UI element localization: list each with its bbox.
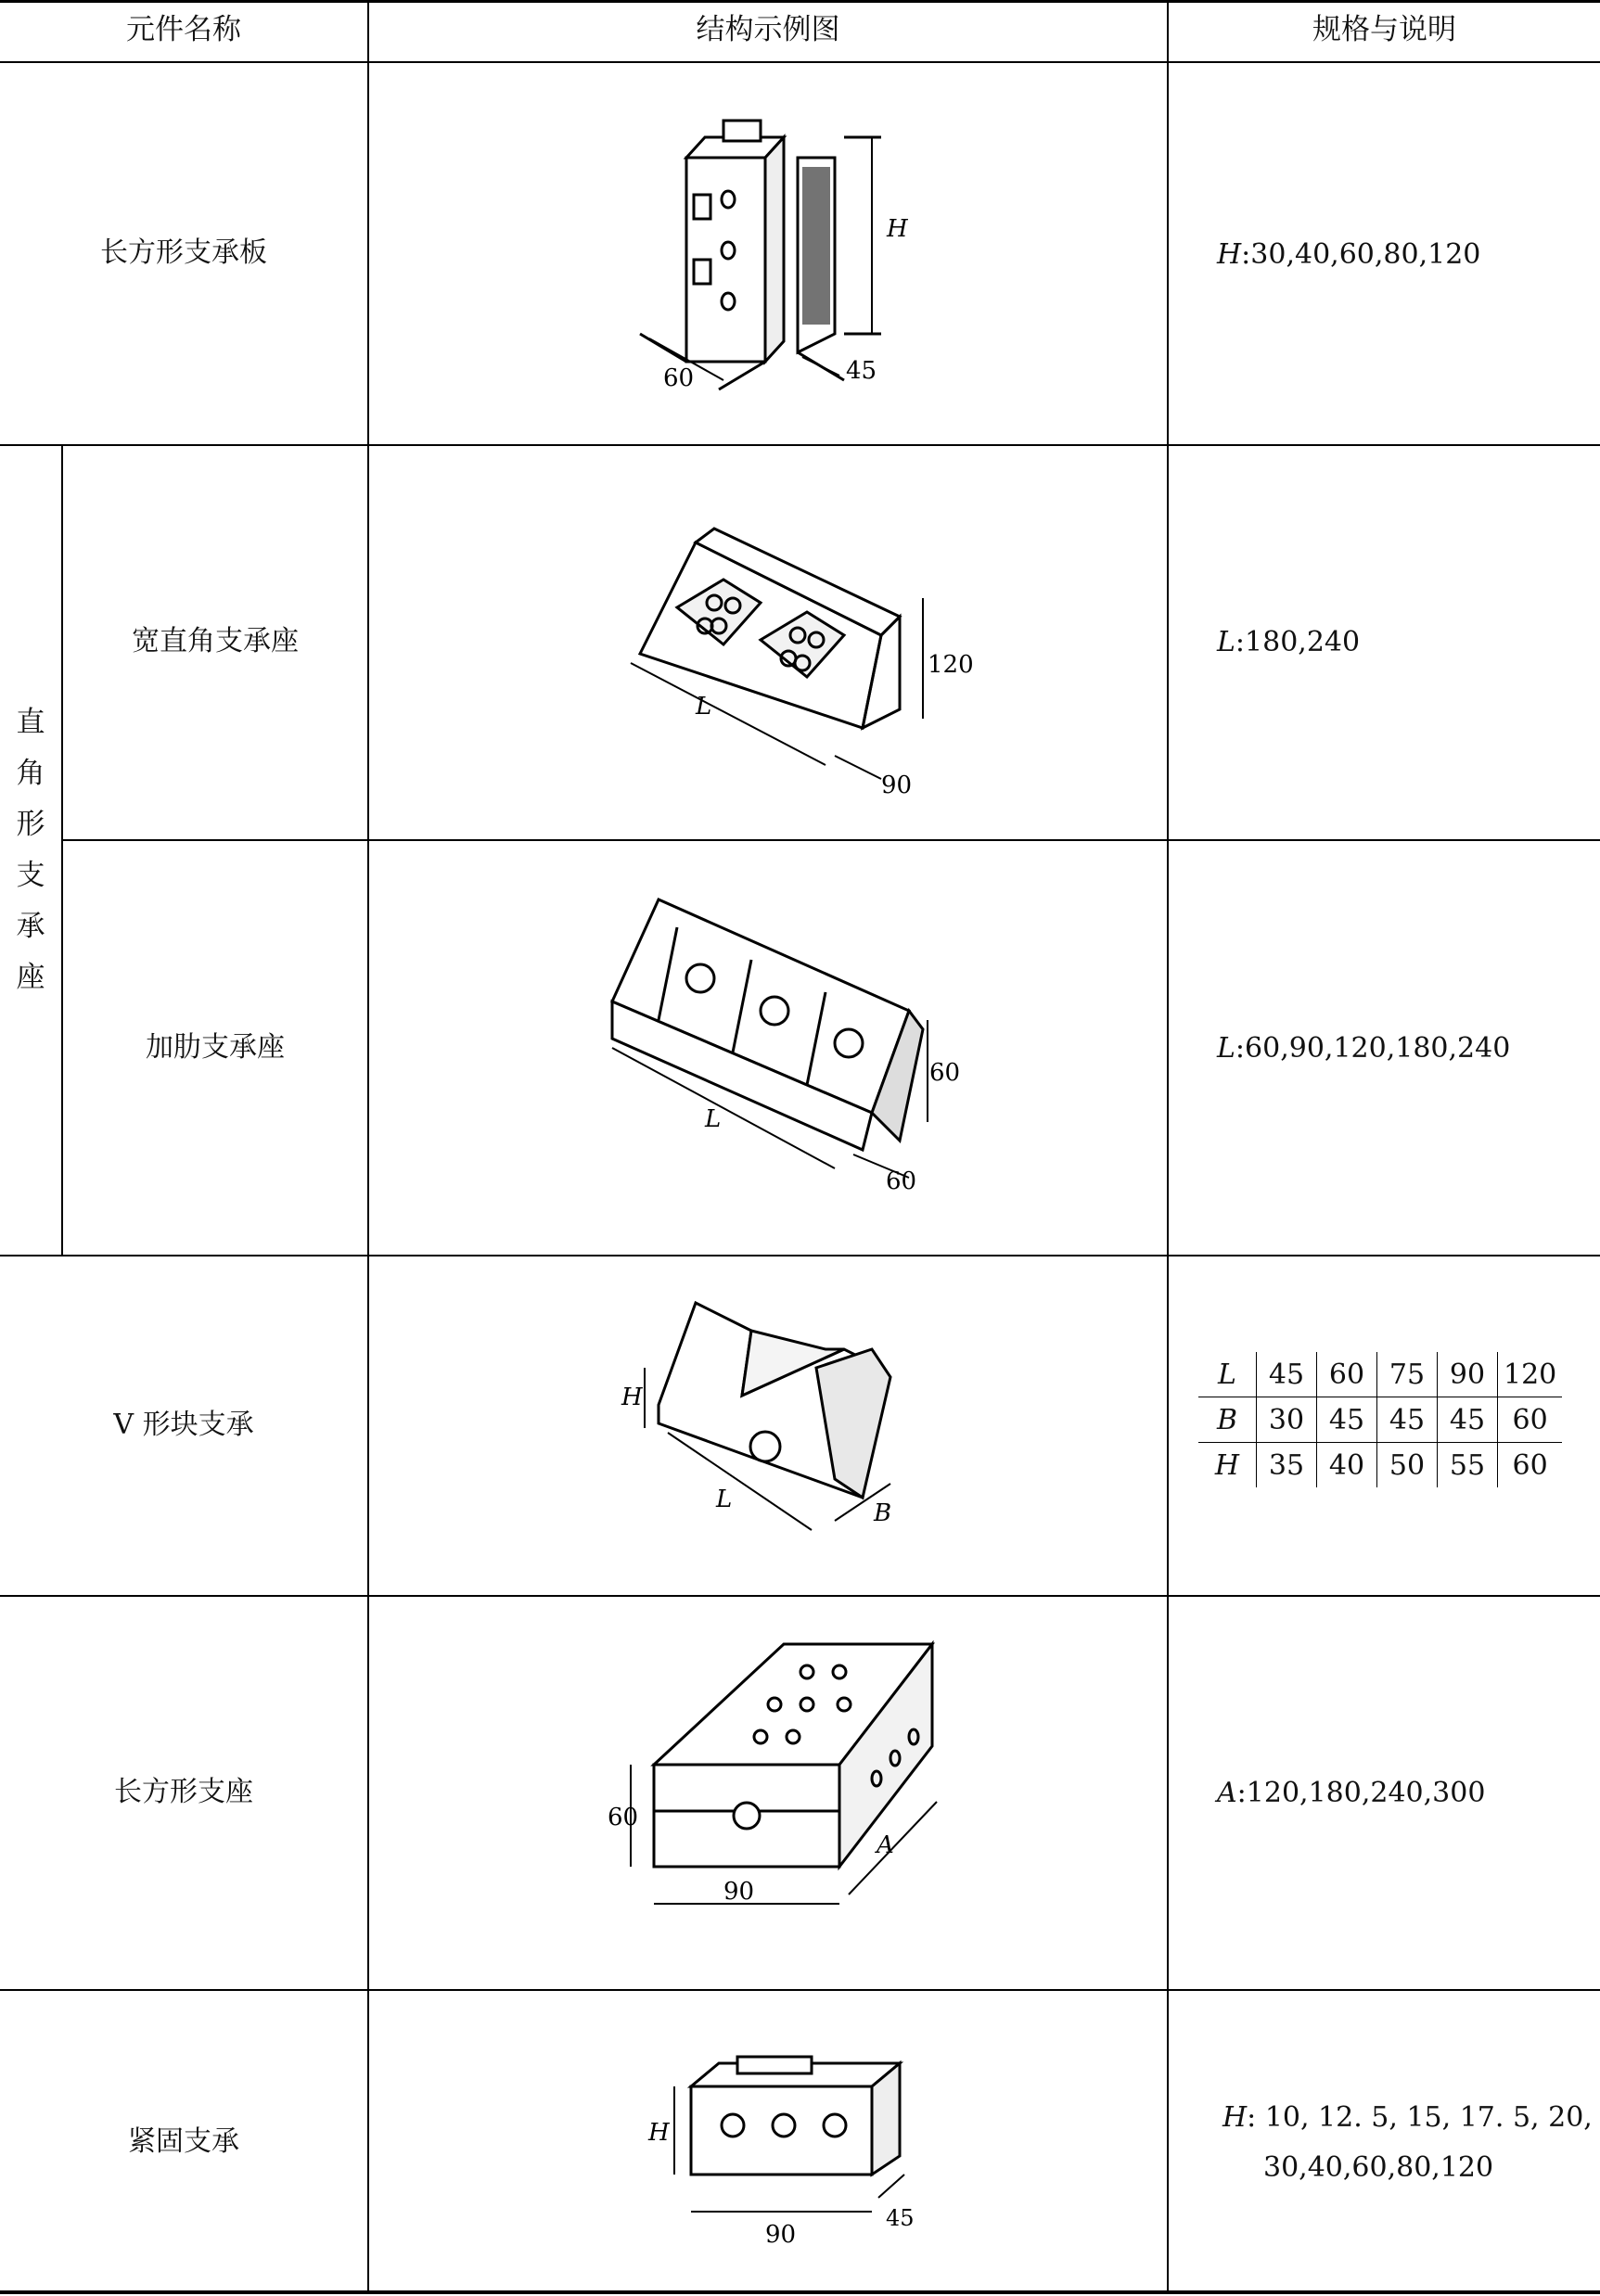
item-spec	[1217, 236, 1480, 274]
table-row	[1198, 1352, 1562, 1397]
table-cell: 30	[1257, 1397, 1317, 1443]
table-cell: 35	[1257, 1443, 1317, 1488]
item-name: 紧固支承	[128, 2125, 239, 2158]
table-cell: 45	[1257, 1352, 1317, 1397]
dim-label: 120	[928, 651, 974, 679]
group-label-char: 直	[16, 706, 45, 739]
v-block-support-drawing	[612, 1294, 946, 1572]
rect-base-drawing	[608, 1639, 951, 1945]
v-block-spec-table	[1198, 1352, 1562, 1487]
wide-right-angle-support-drawing	[603, 487, 974, 802]
table-cell: 45	[1377, 1397, 1438, 1443]
item-name: 宽直角支承座	[132, 625, 299, 657]
table-cell: 120	[1504, 1358, 1557, 1391]
header-figure: 结构示例图	[696, 13, 840, 46]
table-bottom-rule	[0, 2290, 1600, 2294]
dim-label: A	[877, 1831, 894, 1859]
group-label-char: 形	[16, 808, 45, 841]
row-divider	[0, 1255, 1600, 1256]
dim-label: 45	[846, 357, 877, 385]
header-bottom-rule	[0, 61, 1600, 63]
group-label-char: 支	[16, 859, 45, 892]
group-label-char: 承	[16, 910, 45, 943]
row-divider	[0, 444, 1600, 446]
table-row	[1198, 1443, 1562, 1488]
column-divider	[367, 0, 369, 2294]
spec-values: : 10, 12. 5, 15, 17. 5, 20,	[1247, 2101, 1593, 2134]
group-label-char: 角	[16, 757, 45, 790]
clamping-support-drawing	[635, 2040, 932, 2263]
dim-label: H	[648, 2119, 670, 2147]
dim-label: 60	[886, 1167, 917, 1195]
dim-label: L	[716, 1486, 733, 1513]
table-cell: 55	[1438, 1443, 1498, 1488]
item-name: 长方形支承板	[100, 236, 267, 269]
dim-label: 60	[608, 1804, 639, 1831]
ribbed-support-drawing	[603, 890, 961, 1205]
dim-label: L	[696, 693, 712, 721]
table-cell: 50	[1377, 1443, 1438, 1488]
dim-label: 60	[663, 364, 695, 392]
dim-label: 90	[723, 1878, 755, 1906]
dim-label: L	[705, 1105, 722, 1133]
table-cell: 40	[1317, 1443, 1377, 1488]
item-spec	[1217, 1030, 1510, 1067]
item-spec	[1222, 2099, 1593, 2137]
spec-values: :180,240	[1235, 626, 1361, 658]
item-name: 加肋支承座	[146, 1031, 285, 1064]
dim-label: H	[887, 215, 908, 243]
group-divider	[61, 444, 63, 1255]
table-cell: H	[1198, 1443, 1257, 1488]
spec-values: :30,40,60,80,120	[1241, 238, 1481, 271]
item-spec	[1217, 624, 1360, 661]
item-name: 长方形支座	[114, 1776, 253, 1808]
spec-values: :120,180,240,300	[1236, 1777, 1486, 1809]
spec-variable: A	[1217, 1777, 1237, 1809]
table-row	[1198, 1397, 1562, 1443]
spec-variable: L	[1217, 626, 1235, 658]
column-divider	[1167, 0, 1169, 2294]
dim-label: 60	[929, 1059, 961, 1087]
table-top-rule	[0, 0, 1600, 3]
spec-variable: L	[1217, 1032, 1235, 1065]
table-cell: 45	[1317, 1397, 1377, 1443]
table-cell: 75	[1377, 1352, 1438, 1397]
row-divider	[0, 1989, 1600, 1991]
table-cell: 60	[1498, 1443, 1563, 1488]
dim-label: B	[874, 1499, 892, 1527]
spec-variable: H	[1222, 2101, 1248, 2134]
table-cell: 45	[1438, 1397, 1498, 1443]
group-label-char: 座	[16, 961, 45, 994]
dim-label: 90	[765, 2221, 797, 2249]
item-spec-line2: 30,40,60,80,120	[1263, 2151, 1494, 2184]
table-cell: 60	[1498, 1397, 1563, 1443]
table-cell: 90	[1438, 1352, 1498, 1397]
dim-label: H	[621, 1384, 643, 1411]
row-divider	[0, 1595, 1600, 1597]
row-divider	[61, 839, 1600, 841]
spec-variable: H	[1217, 238, 1242, 271]
group-label	[0, 697, 61, 1003]
item-spec	[1217, 1775, 1485, 1812]
item-name: V 形块支承	[113, 1409, 254, 1441]
dim-label: 90	[881, 772, 913, 799]
dim-label: 45	[886, 2205, 915, 2231]
header-spec: 规格与说明	[1312, 13, 1456, 46]
table-cell: L	[1198, 1352, 1257, 1397]
spec-values: :60,90,120,180,240	[1235, 1032, 1511, 1065]
rect-support-plate-drawing	[612, 102, 965, 399]
table-cell: 60	[1317, 1352, 1377, 1397]
header-name: 元件名称	[126, 13, 241, 46]
table-cell: B	[1198, 1397, 1257, 1443]
